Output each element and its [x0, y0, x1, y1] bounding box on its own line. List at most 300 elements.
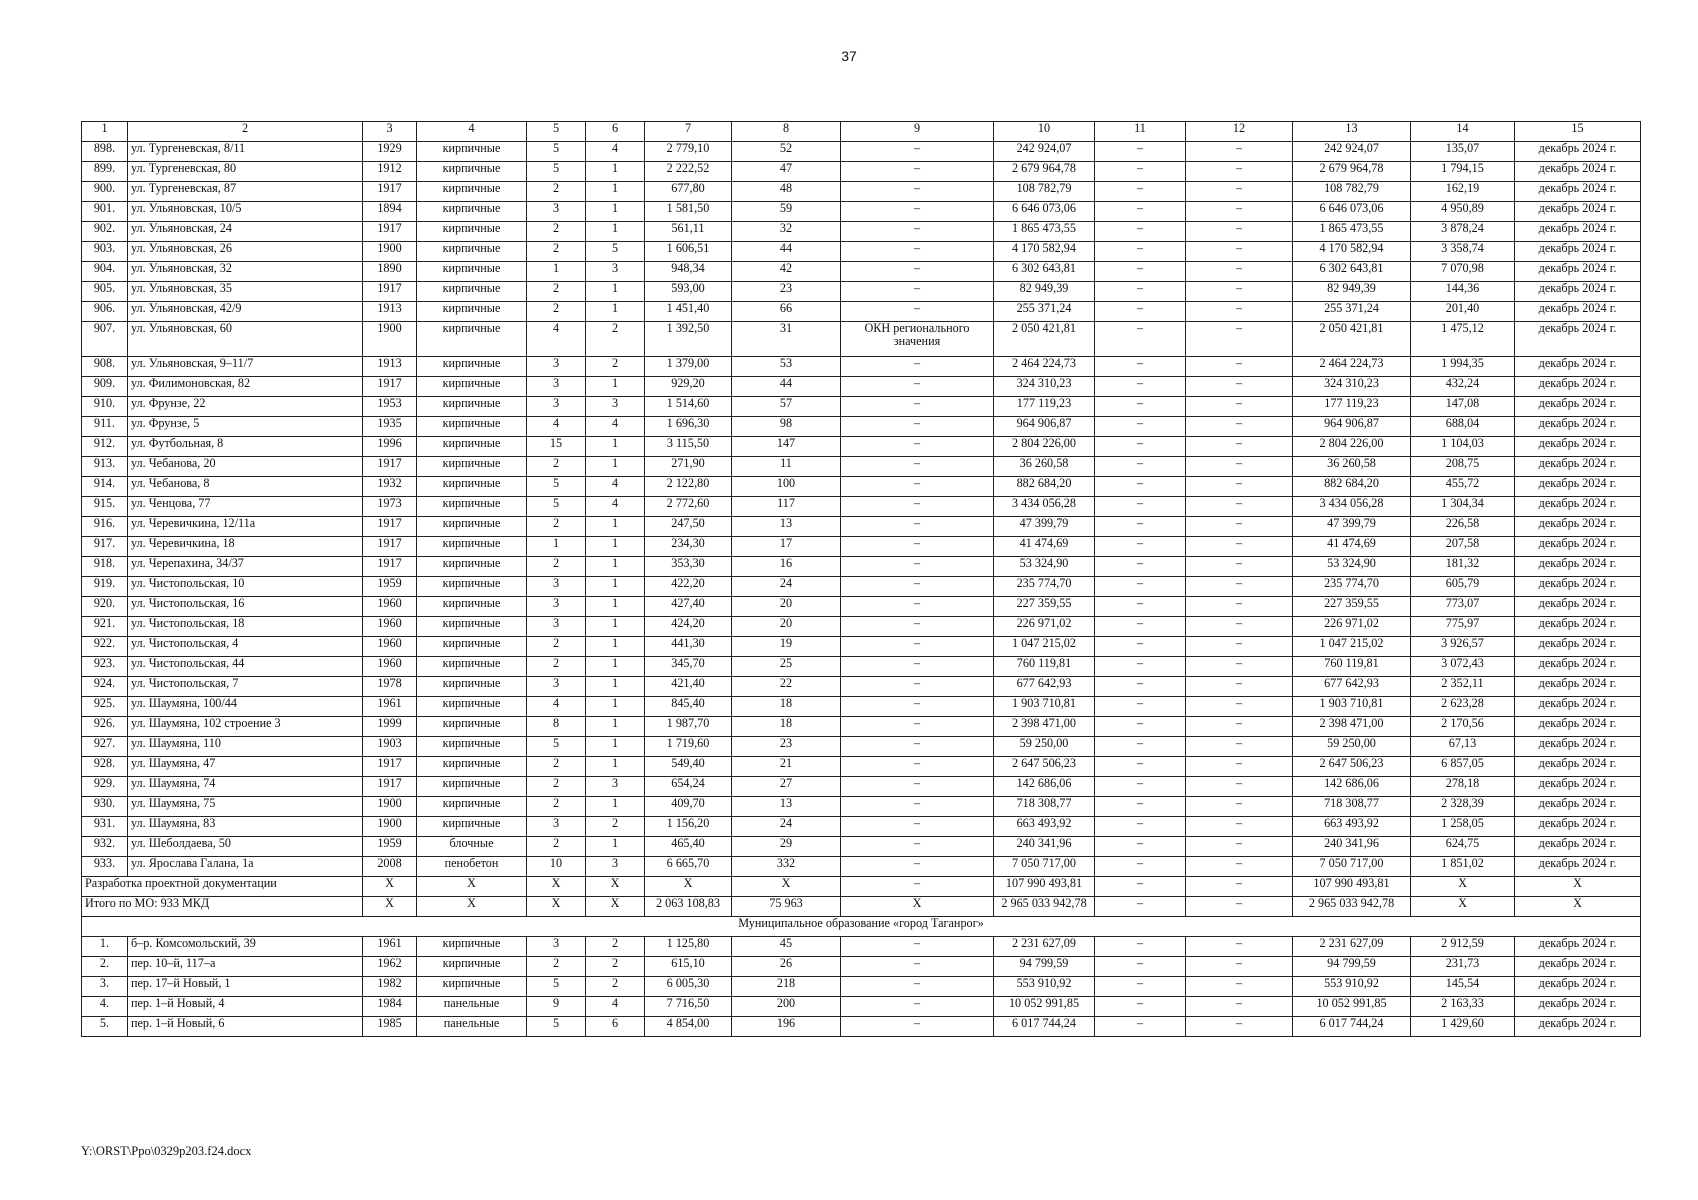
table-cell: 919. — [82, 577, 128, 597]
table-cell: 6 017 744,24 — [1293, 1017, 1411, 1037]
table-cell: 31 — [732, 322, 841, 357]
table-cell: декабрь 2024 г. — [1515, 757, 1641, 777]
table-cell: 932. — [82, 837, 128, 857]
table-cell: 2. — [82, 957, 128, 977]
table-cell: ул. Фрунзе, 5 — [128, 417, 363, 437]
table-cell: 4 170 582,94 — [1293, 242, 1411, 262]
table-cell: 424,20 — [645, 617, 732, 637]
table-cell: 902. — [82, 222, 128, 242]
table-cell: ул. Ульяновская, 32 — [128, 262, 363, 282]
table-cell: 1 — [586, 657, 645, 677]
table-cell: 2 679 964,78 — [1293, 162, 1411, 182]
table-cell: – — [841, 262, 994, 282]
table-cell: 135,07 — [1411, 142, 1515, 162]
table-cell: ул. Шаумяна, 100/44 — [128, 697, 363, 717]
table-cell: кирпичные — [417, 222, 527, 242]
table-cell: 2 — [527, 222, 586, 242]
table-cell: 227 359,55 — [1293, 597, 1411, 617]
table-row — [82, 397, 1641, 417]
table-row — [82, 957, 1641, 977]
table-cell: декабрь 2024 г. — [1515, 417, 1641, 437]
table-cell: 226 971,02 — [994, 617, 1095, 637]
table-cell: 1 — [586, 282, 645, 302]
table-cell: 901. — [82, 202, 128, 222]
table-cell: 911. — [82, 417, 128, 437]
table-cell: – — [841, 597, 994, 617]
table-cell: ОКН регионального значения — [841, 322, 994, 357]
table-cell: – — [841, 957, 994, 977]
table-cell: кирпичные — [417, 597, 527, 617]
table-cell: декабрь 2024 г. — [1515, 262, 1641, 282]
table-row — [82, 142, 1641, 162]
table-cell: 235 774,70 — [994, 577, 1095, 597]
table-cell: 42 — [732, 262, 841, 282]
table-cell: ул. Тургеневская, 8/11 — [128, 142, 363, 162]
table-cell: 2 — [527, 302, 586, 322]
table-cell: – — [1095, 677, 1186, 697]
table-cell: 10 — [527, 857, 586, 877]
table-cell: – — [1186, 977, 1293, 997]
table-cell: ул. Черевичкина, 12/11а — [128, 517, 363, 537]
table-cell: – — [1186, 477, 1293, 497]
table-cell: 4 — [586, 142, 645, 162]
table-cell: 2 — [527, 282, 586, 302]
table-cell: блочные — [417, 837, 527, 857]
table-cell: декабрь 2024 г. — [1515, 737, 1641, 757]
table-cell: 2 623,28 — [1411, 697, 1515, 717]
table-cell: 2 965 033 942,78 — [994, 897, 1095, 917]
table-cell: 933. — [82, 857, 128, 877]
table-cell: 1917 — [363, 757, 417, 777]
summary-row — [82, 877, 1641, 897]
table-cell: 4 — [417, 122, 527, 142]
table-cell: – — [1186, 997, 1293, 1017]
table-cell: ул. Шеболдаева, 50 — [128, 837, 363, 857]
table-cell: 8 — [527, 717, 586, 737]
table-cell: 1929 — [363, 142, 417, 162]
table-cell: 5 — [527, 162, 586, 182]
table-cell: 3 — [586, 397, 645, 417]
table-cell: 1917 — [363, 222, 417, 242]
table-cell: – — [841, 377, 994, 397]
table-cell: 918. — [82, 557, 128, 577]
table-cell: – — [1095, 302, 1186, 322]
table-cell: 117 — [732, 497, 841, 517]
table-cell: 2 — [527, 957, 586, 977]
table-cell: 6 005,30 — [645, 977, 732, 997]
table-cell: кирпичные — [417, 757, 527, 777]
table-cell: 208,75 — [1411, 457, 1515, 477]
table-cell: – — [841, 737, 994, 757]
table-cell: 1 865 473,55 — [1293, 222, 1411, 242]
table-cell: 3 — [527, 377, 586, 397]
table-cell: 144,36 — [1411, 282, 1515, 302]
table-cell: 718 308,77 — [994, 797, 1095, 817]
table-cell: 1912 — [363, 162, 417, 182]
table-cell: декабрь 2024 г. — [1515, 477, 1641, 497]
table-cell: 2 647 506,23 — [1293, 757, 1411, 777]
table-cell: 2 — [527, 182, 586, 202]
table-cell: 66 — [732, 302, 841, 322]
table-cell: ул. Чистопольская, 18 — [128, 617, 363, 637]
table-cell: 5 — [527, 1017, 586, 1037]
table-cell: 4 — [586, 417, 645, 437]
table-cell: – — [841, 182, 994, 202]
table-cell: кирпичные — [417, 977, 527, 997]
table-cell: 98 — [732, 417, 841, 437]
table-cell: 145,54 — [1411, 977, 1515, 997]
table-cell: – — [1095, 537, 1186, 557]
table-cell: 1959 — [363, 577, 417, 597]
table-cell: 107 990 493,81 — [1293, 877, 1411, 897]
table-cell: декабрь 2024 г. — [1515, 222, 1641, 242]
table-cell: декабрь 2024 г. — [1515, 837, 1641, 857]
table-cell: – — [841, 617, 994, 637]
table-cell: 1 304,34 — [1411, 497, 1515, 517]
table-cell: – — [1186, 457, 1293, 477]
table-cell: – — [841, 637, 994, 657]
table-cell: – — [1095, 1017, 1186, 1037]
table-cell: декабрь 2024 г. — [1515, 957, 1641, 977]
table-cell: – — [841, 282, 994, 302]
table-cell: 1 104,03 — [1411, 437, 1515, 457]
table-cell: 100 — [732, 477, 841, 497]
table-cell: – — [841, 797, 994, 817]
table-cell: – — [841, 677, 994, 697]
table-cell: пер. 10–й, 117–а — [128, 957, 363, 977]
table-cell: 718 308,77 — [1293, 797, 1411, 817]
table-cell: 441,30 — [645, 637, 732, 657]
table-cell: 6 665,70 — [645, 857, 732, 877]
table-cell: 964 906,87 — [994, 417, 1095, 437]
table-cell: кирпичные — [417, 242, 527, 262]
table-cell: – — [1095, 142, 1186, 162]
table-cell: 905. — [82, 282, 128, 302]
table-cell: Муниципальное образование «город Таганрог» — [82, 917, 1641, 937]
table-cell: ул. Ульяновская, 60 — [128, 322, 363, 357]
table-cell: 1959 — [363, 837, 417, 857]
table-cell: 2 — [527, 517, 586, 537]
table-cell: 353,30 — [645, 557, 732, 577]
table-row — [82, 737, 1641, 757]
table-cell: – — [1095, 697, 1186, 717]
table-cell: 677 642,93 — [1293, 677, 1411, 697]
table-cell: 1 851,02 — [1411, 857, 1515, 877]
table-cell: 908. — [82, 357, 128, 377]
table-cell: 1903 — [363, 737, 417, 757]
table-cell: ул. Шаумяна, 83 — [128, 817, 363, 837]
table-cell: 1953 — [363, 397, 417, 417]
table-cell: кирпичные — [417, 517, 527, 537]
table-cell: 926. — [82, 717, 128, 737]
table-cell: 1 047 215,02 — [1293, 637, 1411, 657]
table-cell: 2 — [128, 122, 363, 142]
table-cell: 4 854,00 — [645, 1017, 732, 1037]
table-cell: 231,73 — [1411, 957, 1515, 977]
file-path-footer: Y:\ORST\Ppo\0329p203.f24.docx — [81, 1144, 252, 1158]
table-cell: 1 606,51 — [645, 242, 732, 262]
table-cell: кирпичные — [417, 937, 527, 957]
table-cell: – — [841, 302, 994, 322]
table-row — [82, 557, 1641, 577]
table-cell: кирпичные — [417, 817, 527, 837]
table-cell: 928. — [82, 757, 128, 777]
table-cell: 59 250,00 — [994, 737, 1095, 757]
table-cell: – — [1095, 857, 1186, 877]
table-cell: – — [1095, 242, 1186, 262]
table-cell: – — [1186, 537, 1293, 557]
table-cell: 427,40 — [645, 597, 732, 617]
table-cell: 898. — [82, 142, 128, 162]
table-cell: 2 779,10 — [645, 142, 732, 162]
table-cell: 11 — [1095, 122, 1186, 142]
table-cell: кирпичные — [417, 657, 527, 677]
table-cell: – — [841, 657, 994, 677]
table-cell: – — [1095, 517, 1186, 537]
table-cell: – — [1095, 797, 1186, 817]
table-cell: – — [1186, 322, 1293, 357]
table-row — [82, 417, 1641, 437]
table-cell: X — [417, 897, 527, 917]
table-cell: 1 — [586, 637, 645, 657]
table-cell: декабрь 2024 г. — [1515, 717, 1641, 737]
table-cell: 6 646 073,06 — [994, 202, 1095, 222]
table-cell: 4 — [586, 997, 645, 1017]
table-cell: 1913 — [363, 357, 417, 377]
table-cell: 1 — [586, 797, 645, 817]
table-cell: 3 — [586, 262, 645, 282]
table-cell: 59 250,00 — [1293, 737, 1411, 757]
table-cell: 409,70 — [645, 797, 732, 817]
table-cell: 909. — [82, 377, 128, 397]
table-cell: 47 399,79 — [994, 517, 1095, 537]
table-cell: – — [841, 757, 994, 777]
table-row — [82, 357, 1641, 377]
table-cell: X — [527, 897, 586, 917]
table-cell: 654,24 — [645, 777, 732, 797]
table-cell: 2 804 226,00 — [994, 437, 1095, 457]
table-cell: 1917 — [363, 517, 417, 537]
table-row — [82, 937, 1641, 957]
table-cell: 2 912,59 — [1411, 937, 1515, 957]
table-cell: 1 392,50 — [645, 322, 732, 357]
table-cell: – — [1095, 837, 1186, 857]
table-cell: 1 475,12 — [1411, 322, 1515, 357]
table-cell: 921. — [82, 617, 128, 637]
table-row — [82, 377, 1641, 397]
table-cell: 324 310,23 — [994, 377, 1095, 397]
table-cell: декабрь 2024 г. — [1515, 937, 1641, 957]
table-cell: кирпичные — [417, 477, 527, 497]
table-cell: 2 163,33 — [1411, 997, 1515, 1017]
table-cell: X — [363, 877, 417, 897]
table-cell: 931. — [82, 817, 128, 837]
table-cell: 2 965 033 942,78 — [1293, 897, 1411, 917]
table-row — [82, 242, 1641, 262]
table-cell: 2 — [527, 797, 586, 817]
table-cell: 1 794,15 — [1411, 162, 1515, 182]
table-cell: кирпичные — [417, 717, 527, 737]
table-cell: X — [527, 877, 586, 897]
table-cell: – — [1186, 677, 1293, 697]
table-cell: 913. — [82, 457, 128, 477]
table-cell: 663 493,92 — [994, 817, 1095, 837]
table-cell: 11 — [732, 457, 841, 477]
table-cell: 1. — [82, 937, 128, 957]
table-cell: – — [841, 1017, 994, 1037]
table-row — [82, 577, 1641, 597]
table-cell: 1 514,60 — [645, 397, 732, 417]
table-cell: – — [841, 717, 994, 737]
table-cell: кирпичные — [417, 797, 527, 817]
table-cell: 207,58 — [1411, 537, 1515, 557]
table-cell: 2 170,56 — [1411, 717, 1515, 737]
table-cell: X — [586, 897, 645, 917]
table-cell: 2 — [527, 837, 586, 857]
table-row — [82, 637, 1641, 657]
table-cell: ул. Шаумяна, 110 — [128, 737, 363, 757]
table-cell: X — [363, 897, 417, 917]
table-cell: 177 119,23 — [1293, 397, 1411, 417]
table-cell: – — [841, 142, 994, 162]
table-cell: – — [841, 937, 994, 957]
table-cell: 4 — [586, 477, 645, 497]
table-cell: 240 341,96 — [1293, 837, 1411, 857]
table-cell: – — [1186, 697, 1293, 717]
table-cell: – — [1186, 797, 1293, 817]
table-cell: кирпичные — [417, 777, 527, 797]
table-cell: 1932 — [363, 477, 417, 497]
table-cell: 20 — [732, 597, 841, 617]
table-cell: ул. Черевичкина, 18 — [128, 537, 363, 557]
header-row — [82, 122, 1641, 142]
table-cell: 1 — [586, 717, 645, 737]
table-cell: ул. Чистопольская, 10 — [128, 577, 363, 597]
table-row — [82, 262, 1641, 282]
table-cell: 41 474,69 — [1293, 537, 1411, 557]
table-cell: 2 — [586, 357, 645, 377]
table-cell: – — [1186, 657, 1293, 677]
table-cell: 242 924,07 — [1293, 142, 1411, 162]
table-cell: 6 302 643,81 — [1293, 262, 1411, 282]
table-row — [82, 997, 1641, 1017]
table-cell: 455,72 — [1411, 477, 1515, 497]
table-cell: 41 474,69 — [994, 537, 1095, 557]
table-cell: Разработка проектной документации — [82, 877, 363, 897]
table-cell: 910. — [82, 397, 128, 417]
table-cell: 7 050 717,00 — [994, 857, 1095, 877]
table-cell: 1 903 710,81 — [1293, 697, 1411, 717]
table-cell: 255 371,24 — [1293, 302, 1411, 322]
table-cell: 760 119,81 — [994, 657, 1095, 677]
table-cell: 760 119,81 — [1293, 657, 1411, 677]
table-cell: панельные — [417, 1017, 527, 1037]
table-cell: – — [1186, 202, 1293, 222]
table-cell: 25 — [732, 657, 841, 677]
table-cell: декабрь 2024 г. — [1515, 357, 1641, 377]
table-cell: – — [1095, 617, 1186, 637]
table-cell: – — [1186, 577, 1293, 597]
table-cell: 553 910,92 — [1293, 977, 1411, 997]
table-cell: ул. Ульяновская, 26 — [128, 242, 363, 262]
table-cell: 2 — [586, 937, 645, 957]
table-cell: 1 047 215,02 — [994, 637, 1095, 657]
table-cell: 1 865 473,55 — [994, 222, 1095, 242]
table-cell: – — [1186, 897, 1293, 917]
table-cell: декабрь 2024 г. — [1515, 242, 1641, 262]
table-cell: – — [1095, 497, 1186, 517]
table-cell: – — [1186, 557, 1293, 577]
table-cell: 2 352,11 — [1411, 677, 1515, 697]
table-cell: 1917 — [363, 182, 417, 202]
table-cell: 2 398 471,00 — [1293, 717, 1411, 737]
section-title-row — [82, 917, 1641, 937]
table-cell: 108 782,79 — [994, 182, 1095, 202]
table-cell: декабрь 2024 г. — [1515, 857, 1641, 877]
table-cell: 1 — [586, 517, 645, 537]
table-cell: кирпичные — [417, 437, 527, 457]
table-cell: 4 — [527, 697, 586, 717]
table-row — [82, 302, 1641, 322]
table-cell: 688,04 — [1411, 417, 1515, 437]
table-cell: 226,58 — [1411, 517, 1515, 537]
table-cell: ул. Черепахина, 34/37 — [128, 557, 363, 577]
table-cell: – — [1095, 222, 1186, 242]
table-cell: декабрь 2024 г. — [1515, 797, 1641, 817]
table-cell: кирпичные — [417, 617, 527, 637]
table-cell: 422,20 — [645, 577, 732, 597]
table-cell: 10 052 991,85 — [1293, 997, 1411, 1017]
table-cell: 12 — [1186, 122, 1293, 142]
table-cell: 278,18 — [1411, 777, 1515, 797]
table-cell: – — [1095, 637, 1186, 657]
table-cell: – — [1186, 182, 1293, 202]
table-cell: – — [1186, 617, 1293, 637]
table-cell: – — [1095, 282, 1186, 302]
table-cell: 2 464 224,73 — [1293, 357, 1411, 377]
table-cell: 1984 — [363, 997, 417, 1017]
table-cell: 1961 — [363, 937, 417, 957]
table-cell: 2 772,60 — [645, 497, 732, 517]
table-cell: – — [1095, 757, 1186, 777]
table-cell: 5 — [527, 497, 586, 517]
table-cell: 108 782,79 — [1293, 182, 1411, 202]
summary-row — [82, 897, 1641, 917]
table-cell: 235 774,70 — [1293, 577, 1411, 597]
table-cell: декабрь 2024 г. — [1515, 1017, 1641, 1037]
table-cell: 912. — [82, 437, 128, 457]
table-cell: декабрь 2024 г. — [1515, 142, 1641, 162]
table-cell: – — [1186, 397, 1293, 417]
table-cell: 24 — [732, 577, 841, 597]
table-cell: 1917 — [363, 777, 417, 797]
table-cell: декабрь 2024 г. — [1515, 597, 1641, 617]
table-cell: 227 359,55 — [994, 597, 1095, 617]
table-cell: 1 — [586, 377, 645, 397]
data-table — [81, 121, 1641, 1037]
table-cell: – — [1186, 417, 1293, 437]
table-cell: 271,90 — [645, 457, 732, 477]
table-cell: 6 — [586, 122, 645, 142]
table-cell: 15 — [527, 437, 586, 457]
table-cell: 255 371,24 — [994, 302, 1095, 322]
table-cell: кирпичные — [417, 397, 527, 417]
table-cell: 1 — [527, 262, 586, 282]
table-cell: декабрь 2024 г. — [1515, 302, 1641, 322]
table-cell: кирпичные — [417, 182, 527, 202]
table-cell: 200 — [732, 997, 841, 1017]
table-cell: – — [1095, 557, 1186, 577]
